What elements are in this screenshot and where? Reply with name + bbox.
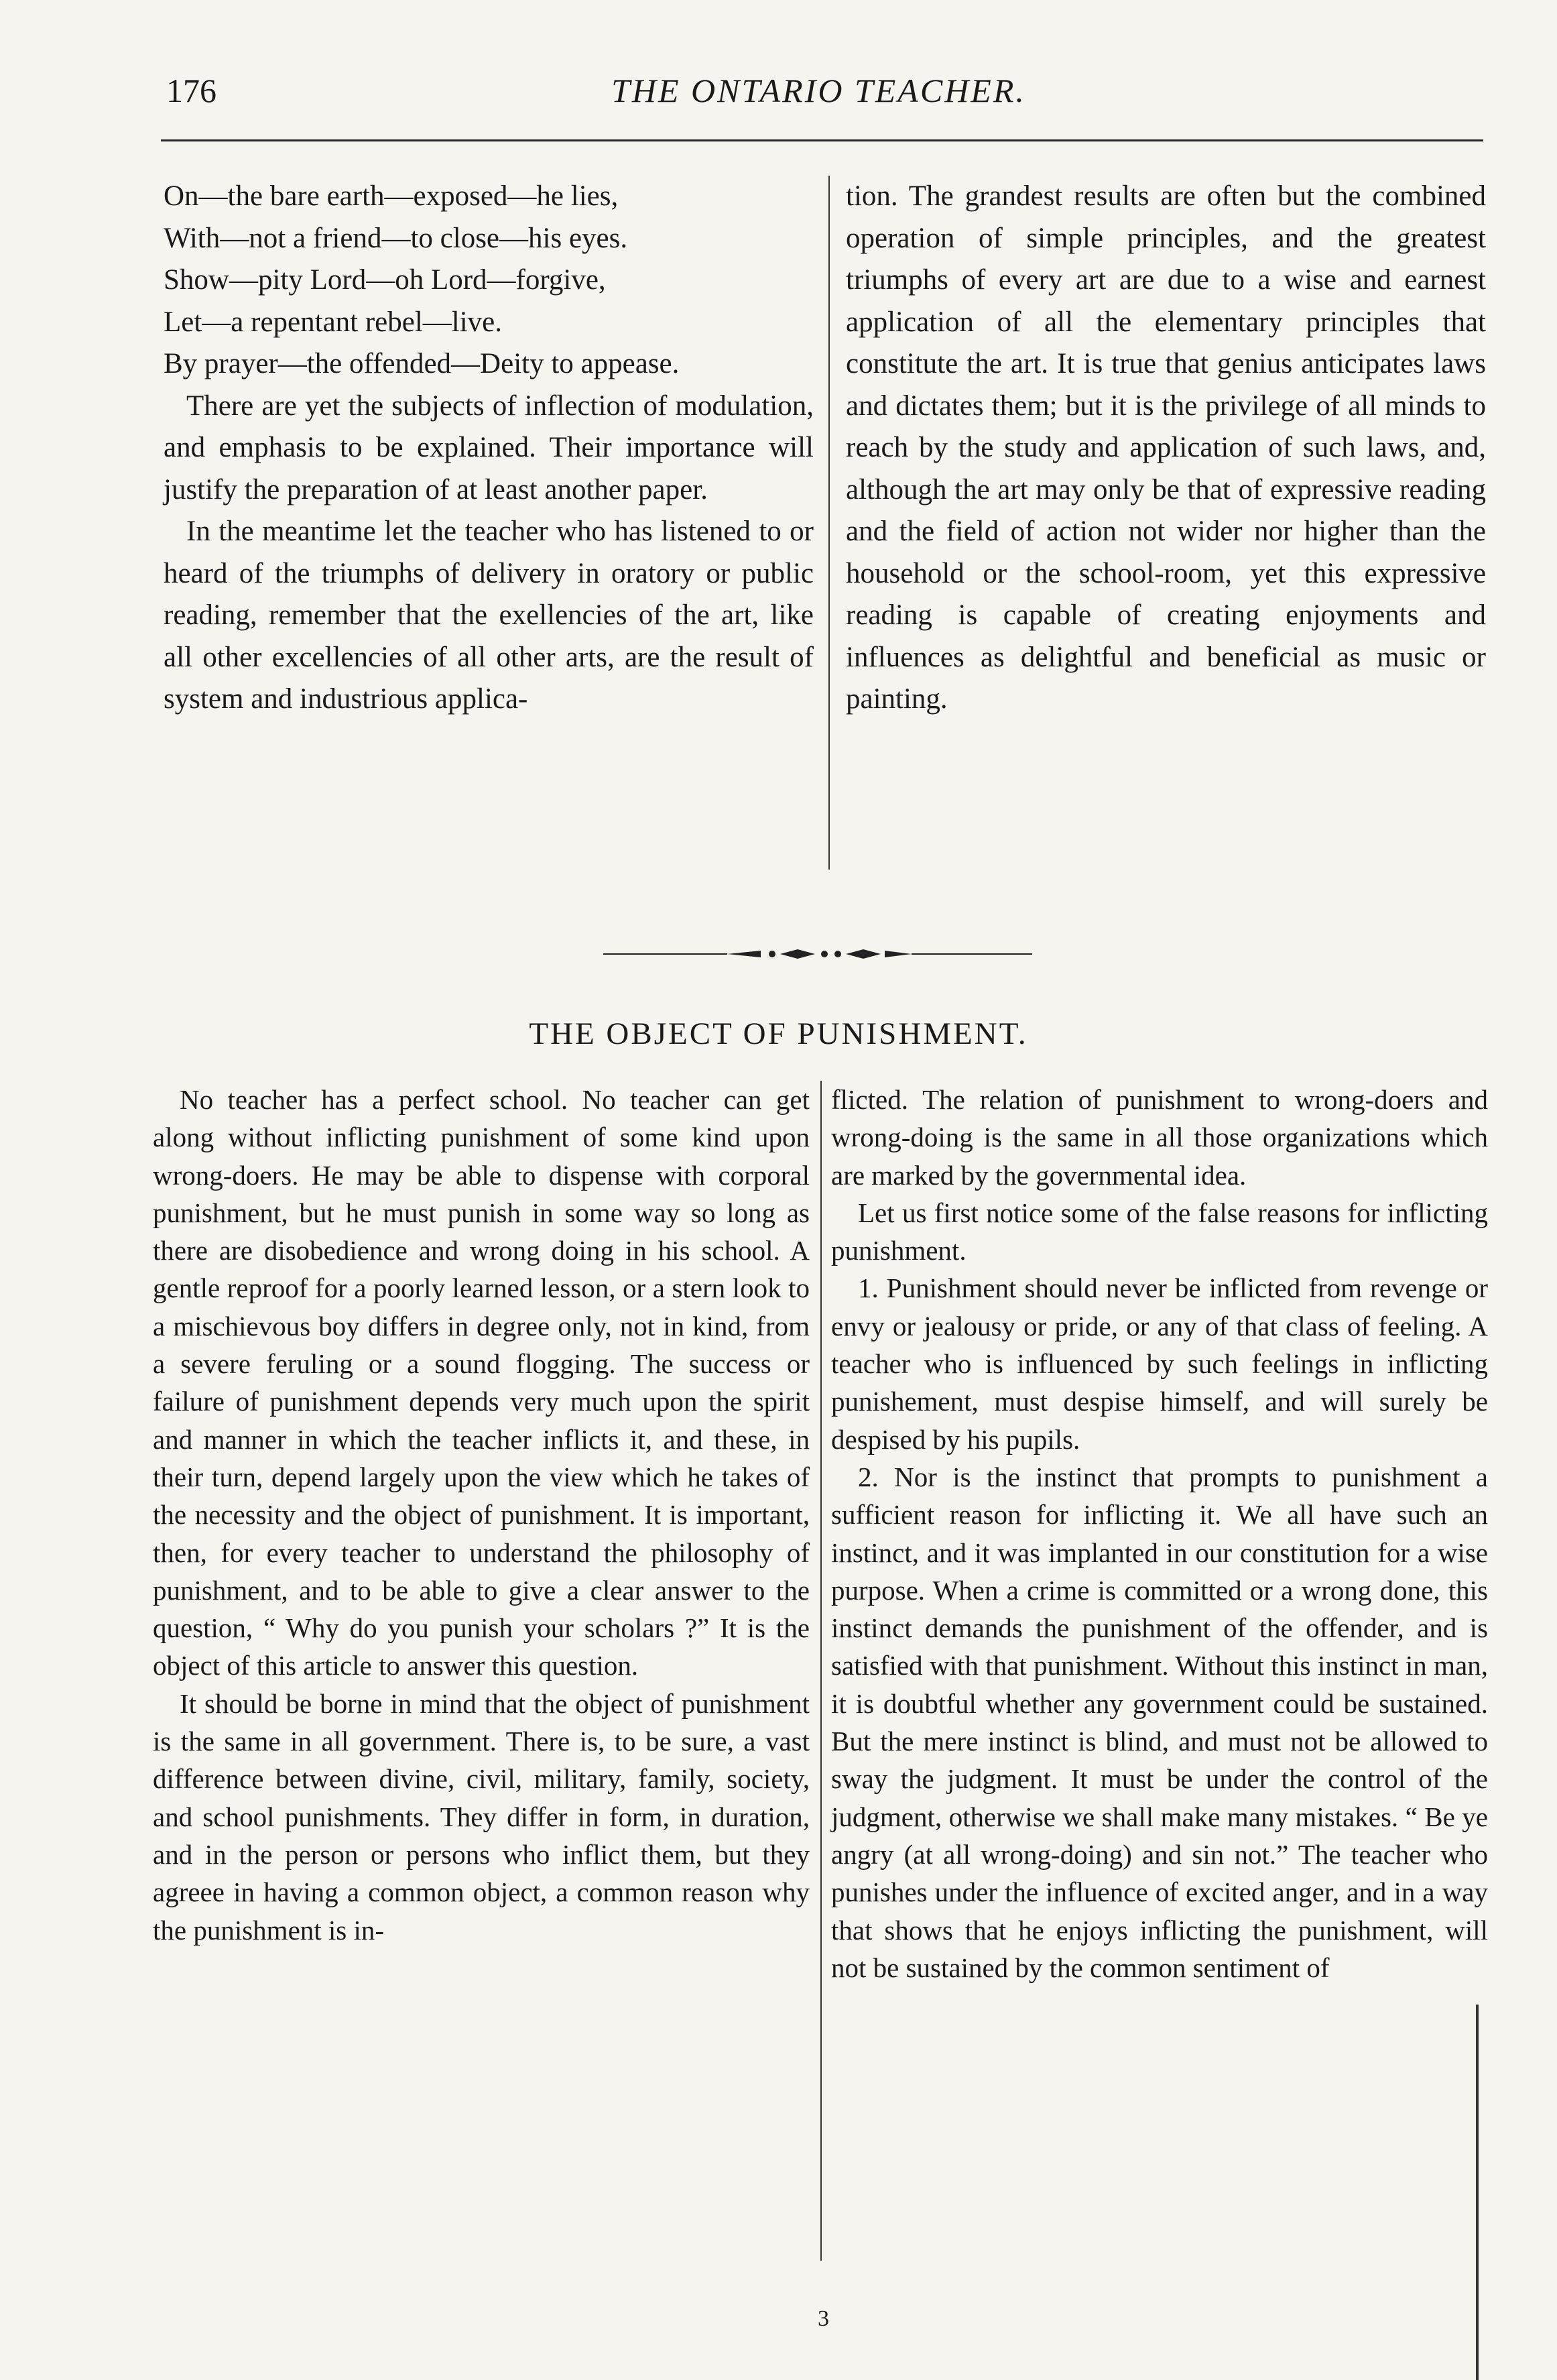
- column-rule: [820, 1081, 822, 2261]
- verse-line: Let—a repentant rebel—live.: [164, 306, 503, 338]
- margin-rule: [1476, 2005, 1479, 2380]
- verse-line: On—the bare earth—exposed—he lies,: [164, 180, 619, 212]
- paragraph: No teacher has a perfect school. No teacher can get along without inflicting punishment of some kind upon wrong-doers. He may be able to dispense with corporal punishment, but he must punish in some way so long as there are disobedience and wrong doing in his school. A gentle reproof for a poorly learned lesson, or a stern look to a mischievous boy differs in degree only, not in kind, from a severe feruling or a sound flogging. The success or failure of punishment depends very much upon the spirit and manner in which the teacher inflicts it, and these, in their turn, depend largely upon the view which he takes of the necessity and the object of punishment. It is important, then, for every teacher to understand the philosophy of punishment, and to be able to give a clear answer to the question, “ Why do you punish your scholars ?” It is the object of this article to answer this question.: [153, 1084, 810, 1681]
- lower-left-column: [153, 1081, 810, 1949]
- ornamental-divider: [603, 944, 1032, 964]
- upper-left-column: [164, 176, 814, 721]
- page-number: 176: [166, 72, 216, 109]
- verse-line: Show—pity Lord—oh Lord—forgive,: [164, 264, 606, 296]
- signature-mark: 3: [818, 2306, 829, 2331]
- verse-line: By prayer—the offended—Deity to appease.: [164, 348, 680, 379]
- column-rule: [828, 176, 830, 870]
- running-title: THE ONTARIO TEACHER.: [611, 72, 1026, 109]
- paragraph: flicted. The relation of punishment to wrong-doers and wrong-doing is the same in all those organizations which are marked by the governmental idea.: [831, 1084, 1488, 1191]
- paragraph: tion. The grandest results are often but the combined operation of simple principles, and the greatest triumphs of every art are due to a wise and earnest application of all the elementary principles that constitute the art. It is true that genius anticipates laws and dictates them; but it is the privilege of all minds to reach by the study and application of such laws, and, although the art may only be that of expressive reading and the field of action not wider nor higher than the household or the school-room, yet this expressive reading is capable of creating enjoyments and influences as delightful and beneficial as music or painting.: [846, 180, 1486, 715]
- page-header: [161, 67, 1477, 127]
- upper-right-column: [846, 176, 1486, 721]
- article-title: THE OBJECT OF PUNISHMENT.: [529, 1016, 1028, 1051]
- paragraph: 1. Punishment should never be inflicted from revenge or envy or jealousy or pride, or any of that class of feeling. A teacher who is influenced by such feelings in inflicting punishement, must despise himself, and will surely be despised by his pupils.: [831, 1272, 1488, 1455]
- paragraph: There are yet the subjects of inflection of modulation, and emphasis to be explained. Their importance will justify the preparation of at least another paper.: [164, 390, 814, 505]
- lower-right-column: [831, 1081, 1488, 1986]
- header-rule: [161, 139, 1483, 141]
- paragraph: It should be borne in mind that the object of punishment is the same in all government. There is, to be sure, a vast difference between divine, civil, military, family, society, and school punishments. They differ in form, in duration, and in the person or persons who inflict them, but they agreee in having a common object, a common reason why the punishment is in-: [153, 1687, 810, 1946]
- paragraph: In the meantime let the teacher who has listened to or heard of the triumphs of delivery in oratory or public reading, remember that the exellencies of the art, like all other excellencies of all other arts, are the result of system and industrious applica-: [164, 516, 814, 715]
- verse-line: With—not a friend—to close—his eyes.: [164, 222, 628, 254]
- paragraph: Let us first notice some of the false reasons for inflicting punishment.: [831, 1197, 1488, 1266]
- paragraph: 2. Nor is the instinct that prompts to punishment a sufficient reason for inflicting it. We all have such an instinct, and it was implanted in our constitution for a wise purpose. When a crime is committed or a wrong done, this instinct demands the punishment of the offender, and is satisfied with that punishment. Without this instinct in man, it is doubtful whether any government could be sustained. But the mere instinct is blind, and must not be allowed to sway the judgment. It must be under the control of the judgment, otherwise we shall make many mistakes. “ Be ye angry (at all wrong-doing) and sin not.” The teacher who punishes under the influence of excited anger, and in a way that shows that he enjoys inflicting the punishment, will not be sustained by the common sentiment of: [831, 1461, 1488, 1983]
